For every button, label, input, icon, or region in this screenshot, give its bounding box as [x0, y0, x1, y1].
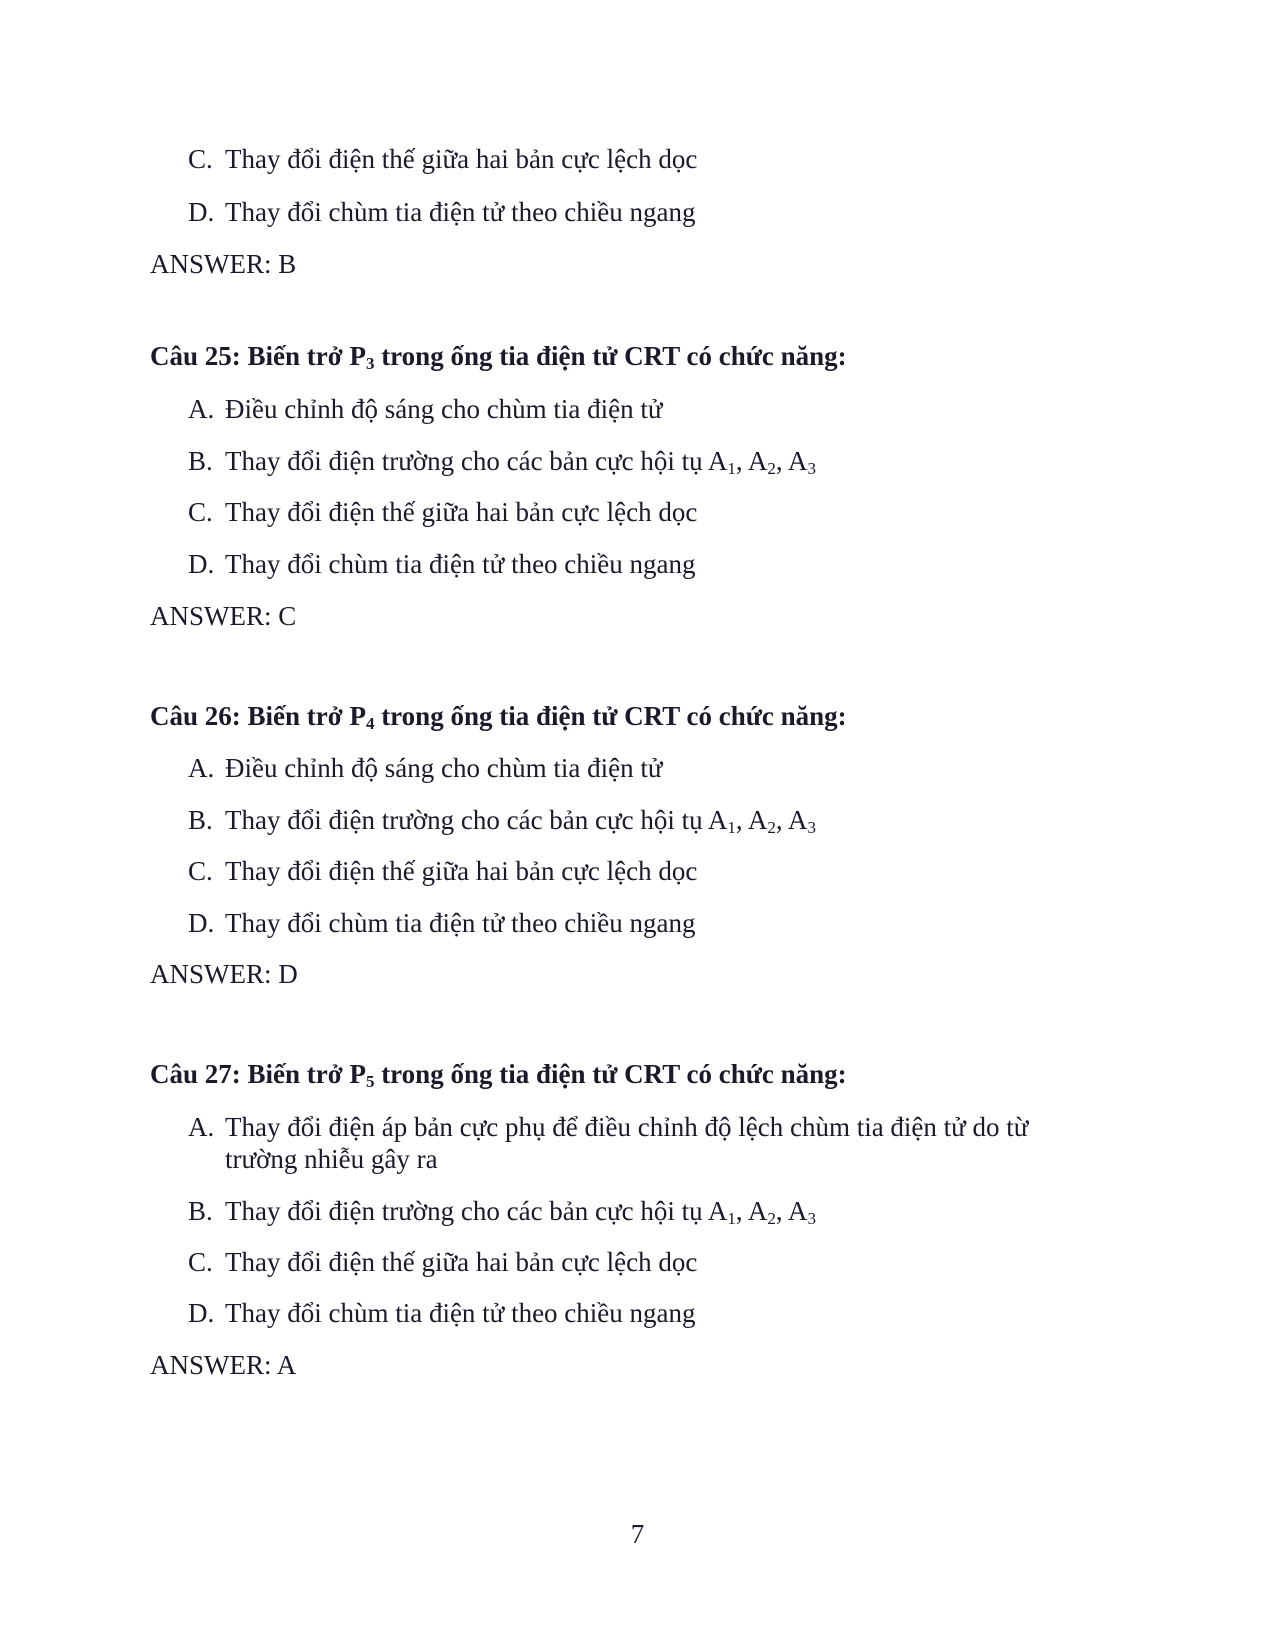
- option-letter: C.: [188, 856, 213, 886]
- option-letter: C.: [188, 144, 213, 174]
- answer-line: ANSWER: D: [150, 959, 298, 989]
- option-text-mid: , A: [775, 446, 808, 476]
- option-a: [188, 1111, 1095, 1175]
- option-text-main: Thay đổi điện trường cho các bản cực hội tụ A: [225, 805, 728, 835]
- subscript-1: 1: [727, 459, 736, 478]
- answer-line: ANSWER: B: [150, 249, 297, 279]
- option-letter: D.: [188, 197, 215, 227]
- option-c: [188, 496, 697, 528]
- option-c: [188, 143, 697, 175]
- option-b: [188, 1195, 816, 1227]
- question-suffix: trong ống tia điện tử CRT có chức năng:: [374, 701, 847, 731]
- option-text: Điều chỉnh độ sáng cho chùm tia điện tử: [225, 753, 663, 783]
- subscript-2: 2: [767, 1209, 776, 1228]
- option-text: Thay đổi điện thế giữa hai bản cực lệch dọc: [225, 497, 698, 527]
- question-subscript: 4: [365, 714, 375, 733]
- answer-line: ANSWER: C: [150, 601, 297, 631]
- subscript-3: 3: [807, 459, 816, 478]
- subscript-3: 3: [807, 1209, 816, 1228]
- option-letter: A.: [188, 394, 215, 424]
- option-text-mid: , A: [735, 446, 768, 476]
- subscript-1: 1: [727, 818, 736, 837]
- question-27-heading: [150, 1058, 847, 1090]
- option-letter: C.: [188, 497, 213, 527]
- option-letter: B.: [188, 1196, 213, 1226]
- option-text: Thay đổi điện thế giữa hai bản cực lệch dọc: [225, 856, 698, 886]
- option-letter: B.: [188, 446, 213, 476]
- option-text-mid: , A: [775, 1196, 808, 1226]
- option-d: [188, 907, 696, 939]
- option-text: Thay đổi điện thế giữa hai bản cực lệch dọc: [225, 1247, 698, 1277]
- option-text: [225, 445, 816, 477]
- subscript-2: 2: [767, 459, 776, 478]
- option-text-mid: , A: [735, 1196, 768, 1226]
- option-letter: B.: [188, 805, 213, 835]
- option-text-main: Thay đổi điện trường cho các bản cực hội tụ A: [225, 1196, 728, 1226]
- option-text-mid: , A: [735, 805, 768, 835]
- option-letter: D.: [188, 908, 215, 938]
- question-subscript: 3: [365, 354, 375, 373]
- subscript-2: 2: [767, 818, 776, 837]
- option-letter: A.: [188, 753, 215, 783]
- option-letter: D.: [188, 1298, 215, 1328]
- subscript-1: 1: [727, 1209, 736, 1228]
- option-text: Thay đổi chùm tia điện tử theo chiều ngang: [225, 197, 696, 227]
- option-b: [188, 445, 816, 477]
- answer-line: ANSWER: A: [150, 1350, 297, 1380]
- option-letter: D.: [188, 549, 215, 579]
- option-a: [188, 393, 663, 425]
- option-text-main: Thay đổi điện trường cho các bản cực hội tụ A: [225, 446, 728, 476]
- question-suffix: trong ống tia điện tử CRT có chức năng:: [374, 1059, 847, 1089]
- option-d: [188, 1297, 696, 1329]
- option-c: [188, 1246, 697, 1278]
- question-prefix: Câu 26: Biến trở P: [150, 701, 366, 731]
- option-letter: A.: [188, 1112, 215, 1142]
- option-c: [188, 855, 697, 887]
- question-subscript: 5: [365, 1072, 375, 1091]
- option-a: [188, 752, 663, 784]
- option-text: Thay đổi chùm tia điện tử theo chiều ngang: [225, 908, 696, 938]
- option-text: Thay đổi chùm tia điện tử theo chiều ngang: [225, 549, 696, 579]
- option-text: Điều chỉnh độ sáng cho chùm tia điện tử: [225, 394, 663, 424]
- question-25-heading: [150, 340, 847, 372]
- question-suffix: trong ống tia điện tử CRT có chức năng:: [374, 341, 847, 371]
- option-d: [188, 196, 696, 228]
- option-text: Thay đổi chùm tia điện tử theo chiều ngang: [225, 1298, 696, 1328]
- option-text: Thay đổi điện thế giữa hai bản cực lệch dọc: [225, 144, 698, 174]
- option-letter: C.: [188, 1247, 213, 1277]
- question-prefix: Câu 27: Biến trở P: [150, 1059, 366, 1089]
- option-text: [225, 804, 816, 836]
- page-number: 7: [630, 1519, 645, 1549]
- question-prefix: Câu 25: Biến trở P: [150, 341, 366, 371]
- option-b: [188, 804, 816, 836]
- option-text: [225, 1195, 816, 1227]
- option-d: [188, 548, 696, 580]
- option-text: Thay đổi điện áp bản cực phụ để điều chỉnh độ lệch chùm tia điện tử do từ trường nhiễu gây ra: [225, 1112, 1029, 1174]
- option-text-mid: , A: [775, 805, 808, 835]
- question-26-heading: [150, 700, 847, 732]
- subscript-3: 3: [807, 818, 816, 837]
